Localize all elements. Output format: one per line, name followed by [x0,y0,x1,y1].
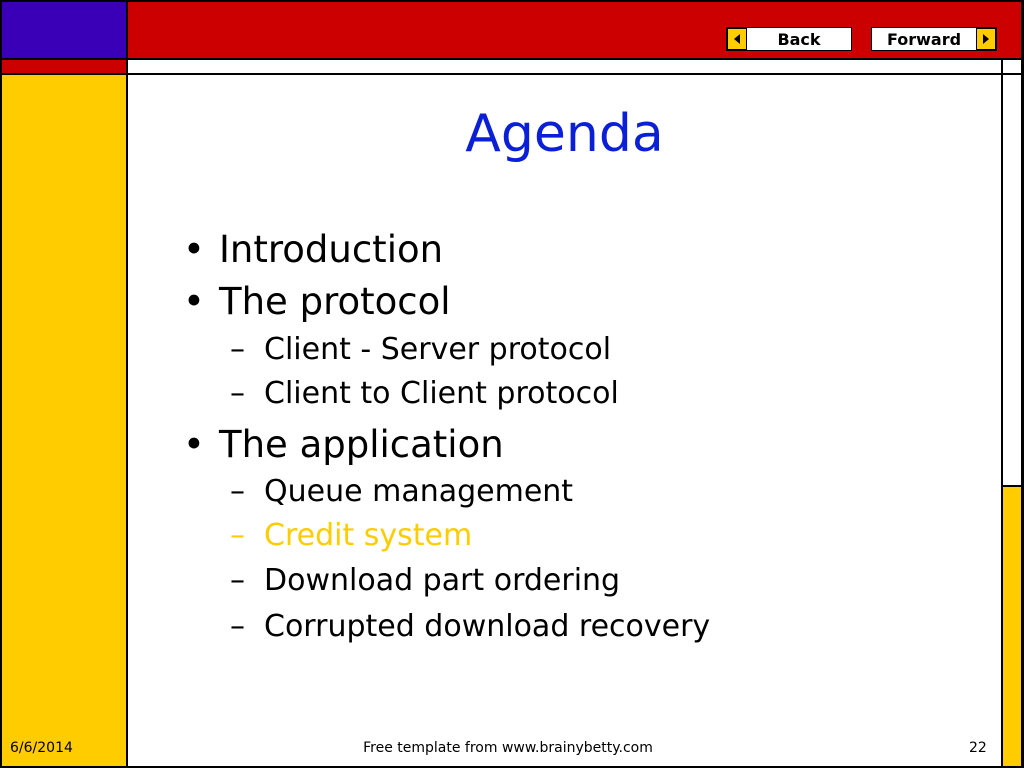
list-item [183,423,504,466]
list-item [183,280,451,323]
slide-title: Agenda [465,104,664,164]
bullet: • [183,228,205,271]
list-subitem-text: Download part ordering [264,563,621,598]
back-button-label: Back [777,29,821,49]
list-item-text: Introduction [219,228,444,271]
list-subitem [230,474,573,509]
list-subitem-text: Client to Client protocol [264,376,619,411]
dash: – [230,474,245,509]
right-top-strip [1003,60,1021,73]
footer-credit: Free template from www.brainybetty.com [363,740,653,756]
dash: – [230,332,245,367]
right-white-strip [1003,75,1021,485]
arrow-left-icon [727,28,747,50]
dash: – [230,563,245,598]
list-subitem [230,563,620,598]
back-button[interactable] [726,27,852,51]
left-sidebar [2,75,126,766]
dash: – [230,609,245,644]
bullet: • [183,423,205,466]
list-item-text: The application [219,423,504,466]
footer-date: 6/6/2014 [10,740,73,756]
list-subitem-text: Corrupted download recovery [264,609,711,644]
bullet: • [183,280,205,323]
right-yellow-strip [1003,487,1021,766]
dash: – [230,518,245,553]
list-subitem-text: Client - Server protocol [264,332,612,367]
top-white-strip [128,60,1001,73]
list-subitem-text: Queue management [264,474,574,509]
slide-number: 22 [969,740,987,756]
corner-block [2,2,126,58]
list-subitem-text: Credit system [264,518,473,553]
list-subitem [230,609,710,644]
list-subitem-highlighted [230,518,472,553]
arrow-right-icon [976,28,996,50]
slide-content-area [128,75,1001,766]
list-item-text: The protocol [219,280,451,323]
list-item [183,228,443,271]
dash: – [230,376,245,411]
forward-button-label: Forward [886,29,962,49]
list-subitem [230,376,619,411]
forward-button[interactable] [871,27,997,51]
left-red-strip [2,60,126,73]
list-subitem [230,332,611,367]
